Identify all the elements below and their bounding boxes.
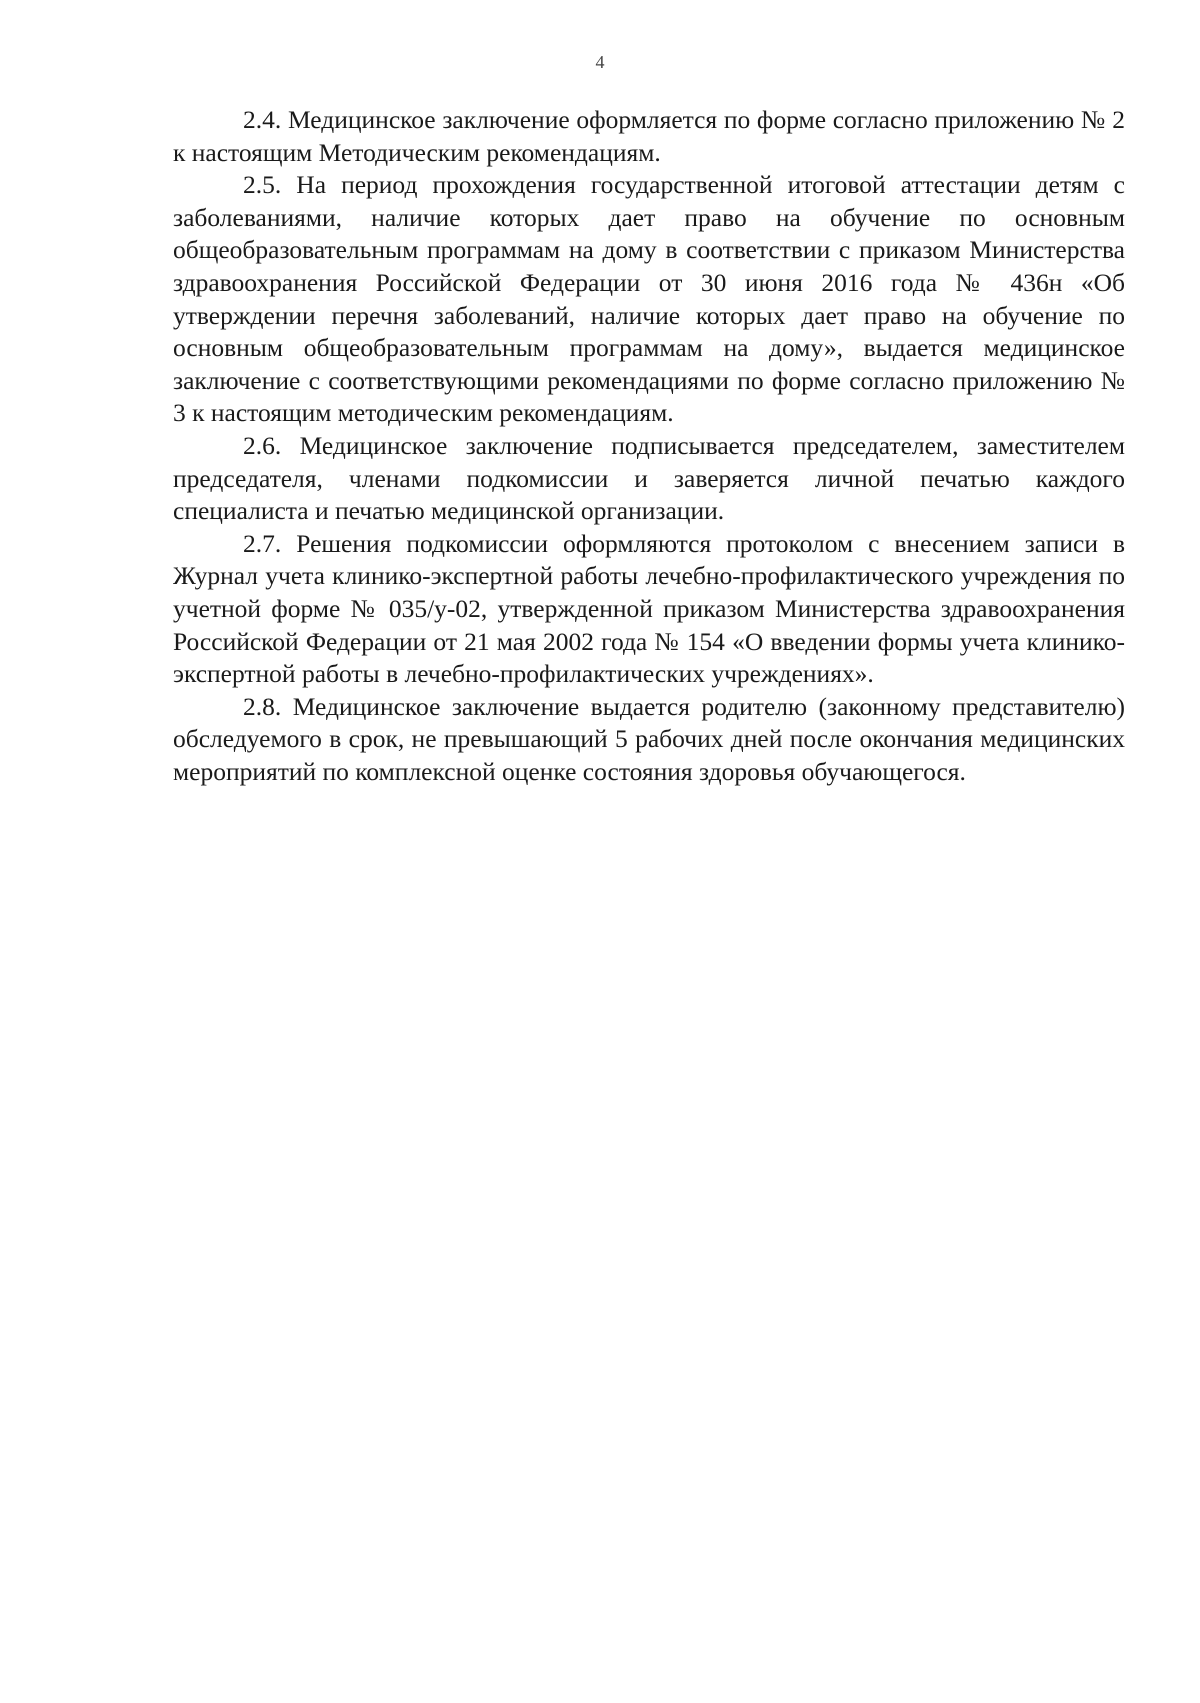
document-body [173, 104, 1125, 788]
paragraph-text: Медицинское заключение выдается родителю (законному представителю) обследуемого в срок, не превышающий 5 рабочих дней после окончания медицинских мероприятий по комплексной оценке состояния здоровья обучающегося. [173, 691, 1125, 786]
page-number: 4 [595, 52, 605, 72]
paragraph-text: Решения подкомиссии оформляются протоколом с внесением записи в Журнал учета клинико-экспертной работы лечебно-профилактического учреждения по учетной форме № 035/у-02, утвержденной приказом Министерства здравоохранения Российской Федерации от 21 мая 2002 года № 154 «О введении формы учета клинико-экспертной работы в лечебно-профилактических учреждениях». [173, 528, 1125, 689]
paragraph-number: 2.4. [243, 105, 282, 134]
paragraph-number: 2.5. [243, 170, 282, 200]
paragraph-number: 2.8. [243, 691, 282, 721]
paragraph-number: 2.7. [243, 528, 282, 558]
paragraph-2-5 [173, 169, 1125, 430]
paragraph-text: На период прохождения государственной итоговой аттестации детям с заболеваниями, наличие которых дает право на обучение по основным общеобразовательным программам на дому в соответствии с приказом Министерства здравоохранения Российской Федерации от 30 июня 2016 года № 436н «Об утверждении перечня заболеваний, наличие которых дает право на обучение по основным общеобразовательным программам на дому», выдается медицинское заключение с соответствующими рекомендациями по форме согласно приложению № 3 к настоящим методическим рекомендациям. [173, 170, 1125, 428]
paragraph-2-4 [173, 104, 1125, 169]
paragraph-2-6 [173, 430, 1125, 528]
paragraph-text: Медицинское заключение подписывается председателем, заместителем председателя, членами подкомиссии и заверяется личной печатью каждого специалиста и печатью медицинской организации. [173, 430, 1126, 526]
paragraph-2-7 [173, 528, 1125, 691]
paragraph-text: Медицинское заключение оформляется по форме согласно приложению № 2 к настоящим Методическим рекомендациям. [173, 105, 1125, 167]
paragraph-2-8 [173, 691, 1125, 789]
paragraph-number: 2.6. [243, 430, 282, 460]
